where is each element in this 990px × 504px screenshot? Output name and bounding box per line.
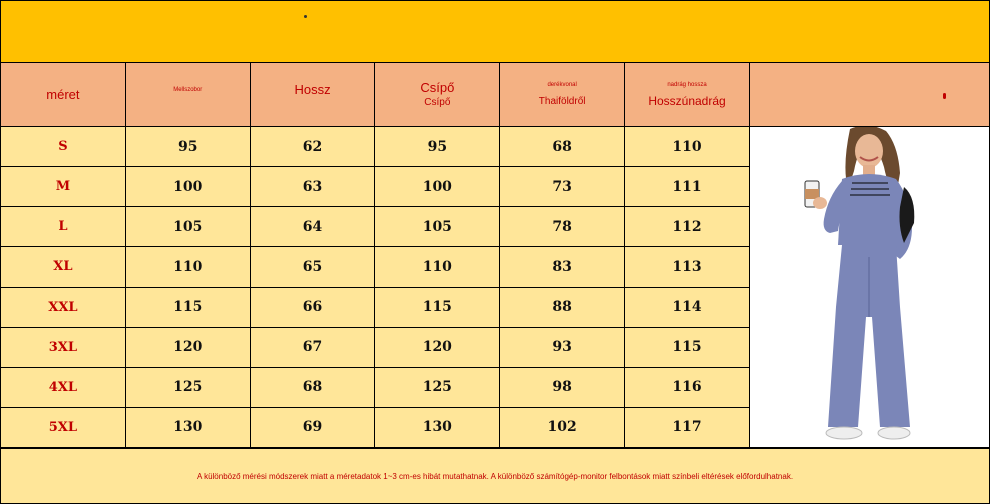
value-cell: 120	[375, 327, 500, 367]
header-label: Mellszobor	[173, 86, 203, 93]
value-cell: 115	[125, 287, 250, 327]
size-cell: 5XL	[1, 407, 126, 447]
value-cell: 68	[250, 367, 375, 407]
value-cell: 102	[500, 407, 625, 447]
value-cell: 68	[500, 127, 625, 167]
value-cell: 88	[500, 287, 625, 327]
footer-note	[0, 448, 990, 504]
value-cell: 114	[625, 287, 750, 327]
header-cell-waist	[500, 63, 625, 127]
header-sublabel: Hosszúnadrág	[648, 93, 726, 108]
header-cell-length	[250, 63, 375, 127]
value-cell: 95	[125, 127, 250, 167]
value-cell: 110	[625, 127, 750, 167]
header-label: Hossz	[294, 81, 331, 97]
value-cell: 73	[500, 167, 625, 207]
header-cell-bust	[125, 63, 250, 127]
header-ghost-text	[126, 94, 250, 104]
value-cell: 62	[250, 127, 375, 167]
footer-note-text: A különböző mérési módszerek miatt a méretadatok 1~3 cm-es hibát mutathatnak. A különböző számítógép-monitor felbontások miatt színbeli eltérések előfordulhatnak.	[196, 471, 794, 481]
value-cell: 100	[125, 167, 250, 207]
value-cell: 63	[250, 167, 375, 207]
value-cell: 116	[625, 367, 750, 407]
size-cell: XL	[1, 247, 126, 287]
header-label: derékvonal	[547, 82, 577, 88]
value-cell: 120	[125, 327, 250, 367]
header-label: Csípő	[420, 80, 455, 95]
header-sublabel: Csípő	[424, 97, 451, 108]
value-cell: 125	[375, 367, 500, 407]
top-banner	[0, 0, 990, 63]
banner-dot	[304, 15, 307, 18]
product-photo-cell	[749, 127, 989, 448]
value-cell: 130	[125, 407, 250, 447]
header-label: nadrág hossza	[667, 81, 707, 88]
value-cell: 113	[625, 247, 750, 287]
value-cell: 105	[375, 207, 500, 247]
header-cell-size	[1, 63, 126, 127]
header-mark	[943, 93, 946, 99]
value-cell: 130	[375, 407, 500, 447]
header-cell-pants-length	[625, 63, 750, 127]
value-cell: 83	[500, 247, 625, 287]
value-cell: 112	[625, 207, 750, 247]
product-photo	[750, 127, 989, 447]
value-cell: 93	[500, 327, 625, 367]
value-cell: 65	[250, 247, 375, 287]
header-ghost-text	[251, 98, 375, 108]
value-cell: 95	[375, 127, 500, 167]
table-row	[1, 127, 990, 167]
value-cell: 117	[625, 407, 750, 447]
value-cell: 64	[250, 207, 375, 247]
size-cell: L	[1, 207, 126, 247]
value-cell: 115	[375, 287, 500, 327]
value-cell: 98	[500, 367, 625, 407]
header-sublabel: Thaiföldről	[538, 96, 586, 107]
size-cell: M	[1, 167, 126, 207]
size-cell: XXL	[1, 287, 126, 327]
size-cell: 3XL	[1, 327, 126, 367]
value-cell: 78	[500, 207, 625, 247]
value-cell: 111	[625, 167, 750, 207]
value-cell: 110	[125, 247, 250, 287]
value-cell: 100	[375, 167, 500, 207]
header-cell-hip	[375, 63, 500, 127]
value-cell: 66	[250, 287, 375, 327]
header-cell-blank	[749, 63, 989, 127]
value-cell: 105	[125, 207, 250, 247]
value-cell: 125	[125, 367, 250, 407]
value-cell: 67	[250, 327, 375, 367]
value-cell: 69	[250, 407, 375, 447]
size-cell: S	[1, 127, 126, 167]
value-cell: 110	[375, 247, 500, 287]
size-cell: 4XL	[1, 367, 126, 407]
value-cell: 115	[625, 327, 750, 367]
size-table	[0, 62, 990, 448]
header-label: méret	[46, 86, 80, 102]
header-row	[1, 63, 990, 127]
